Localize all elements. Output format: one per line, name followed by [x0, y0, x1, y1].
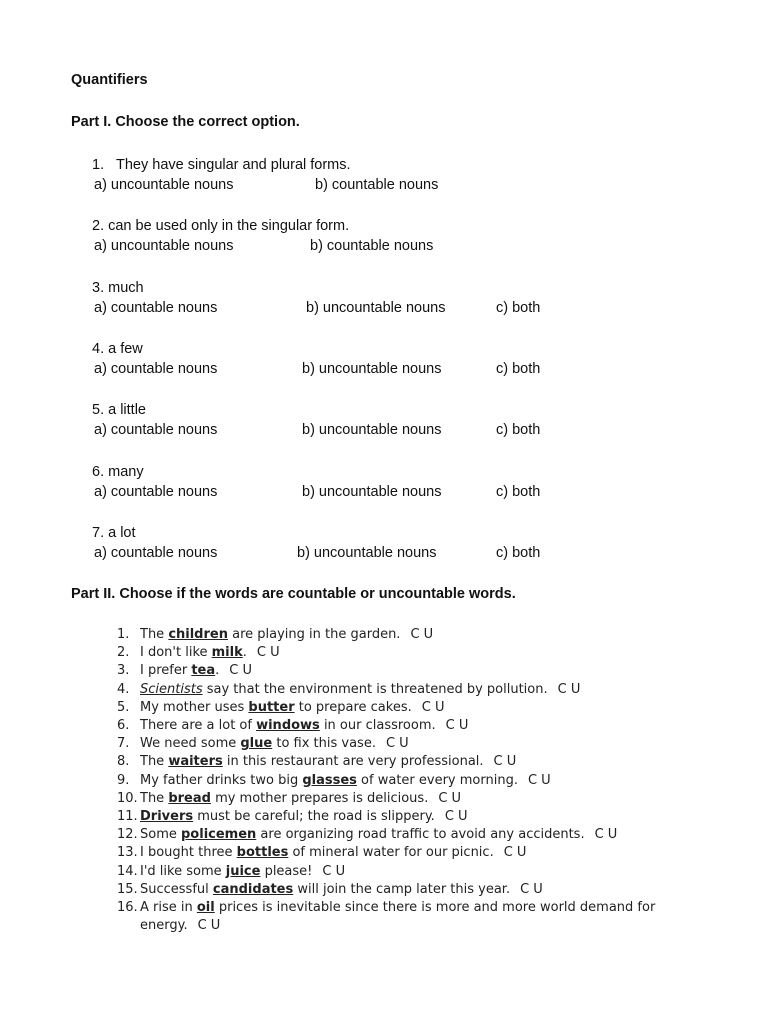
sentence-before: Successful — [140, 881, 213, 897]
question-2 — [92, 216, 434, 256]
option-a: a) countable nouns — [94, 545, 218, 561]
sentence-before: There are a lot of — [140, 718, 257, 734]
key-word: windows — [256, 718, 320, 734]
list-item — [117, 644, 677, 662]
item-number: 10. — [117, 790, 138, 806]
sentence-after: my mother prepares is delicious. — [210, 790, 429, 806]
sentence-before: I'd like some — [140, 863, 226, 879]
sentence-before: Some — [140, 827, 181, 843]
question-5 — [92, 400, 541, 440]
sentence-before: I bought three — [140, 845, 237, 861]
list-item — [117, 699, 677, 717]
option-b: b) countable nouns — [315, 177, 439, 193]
sentence-before: We need some — [140, 736, 241, 752]
choice-cu: C U — [385, 736, 409, 752]
list-item — [117, 681, 677, 699]
item-number: 8. — [117, 754, 130, 770]
choice-cu: C U — [438, 790, 462, 806]
sentence-after: must be careful; the road is slippery. — [193, 809, 435, 825]
option-c: c) both — [496, 545, 541, 561]
question-stem: 4. a few — [92, 341, 143, 357]
option-b: b) uncountable nouns — [306, 300, 446, 316]
item-number: 16. — [117, 900, 138, 916]
sentence-before: I don't like — [140, 645, 212, 661]
item-number: 1. — [117, 627, 130, 642]
option-a: a) countable nouns — [94, 300, 218, 316]
question-6 — [92, 462, 541, 502]
item-number: 6. — [117, 718, 130, 734]
key-word: candidates — [212, 881, 294, 897]
option-b: b) uncountable nouns — [297, 545, 437, 561]
key-word: policemen — [181, 827, 257, 843]
key-word: milk — [211, 645, 243, 661]
sentence-before: The — [140, 790, 169, 806]
list-item — [117, 753, 677, 771]
list-item — [117, 881, 677, 899]
list-item — [117, 790, 677, 808]
sentence-after: in our classroom. — [319, 718, 436, 734]
item-number: 4. — [117, 681, 130, 697]
option-c: c) both — [496, 484, 541, 500]
list-item — [117, 899, 677, 935]
choice-cu: C U — [229, 663, 253, 679]
option-a: a) countable nouns — [94, 422, 218, 438]
choice-cu: C U — [557, 681, 581, 697]
sentence-after: of water every morning. — [356, 772, 518, 788]
sentence-after: are organizing road traffic to avoid any accidents. — [256, 827, 585, 843]
key-word: tea — [191, 663, 216, 679]
sentence-before: My father drinks two big — [140, 772, 303, 788]
part2-list — [117, 626, 677, 935]
sentence-before: The — [140, 627, 169, 642]
list-item — [117, 826, 677, 844]
question-7 — [92, 523, 541, 563]
choice-cu: C U — [444, 809, 468, 825]
question-stem: 3. much — [92, 280, 144, 296]
item-number: 12. — [117, 827, 138, 843]
sentence-before: I prefer — [140, 663, 192, 679]
question-stem: 5. a little — [92, 402, 146, 418]
sentence-after: of mineral water for our picnic. — [288, 845, 494, 861]
option-b: b) uncountable nouns — [302, 484, 442, 500]
key-word: butter — [248, 699, 295, 715]
list-item — [117, 735, 677, 753]
item-number: 7. — [117, 736, 130, 752]
option-b: b) uncountable nouns — [302, 422, 442, 438]
option-b: b) uncountable nouns — [302, 361, 442, 377]
list-item — [117, 863, 677, 881]
key-word: Drivers — [140, 809, 194, 825]
key-word: oil — [196, 900, 215, 916]
item-number: 2. — [117, 645, 130, 661]
list-item — [117, 626, 677, 644]
question-stem: 6. many — [92, 464, 144, 480]
sentence-after: are playing in the garden. — [227, 627, 401, 642]
option-a: a) uncountable nouns — [94, 177, 234, 193]
part2-heading: Part II. Choose if the words are countable or uncountable words. — [71, 586, 516, 602]
key-word: waiters — [168, 754, 223, 770]
choice-cu: C U — [594, 827, 618, 843]
sentence-after: . — [242, 645, 247, 661]
sentence-after: say that the environment is threatened by pollution. — [202, 681, 548, 697]
question-4 — [92, 339, 541, 379]
sentence-after: . — [215, 663, 220, 679]
option-c: c) both — [496, 422, 541, 438]
item-number: 15. — [117, 881, 138, 897]
key-word: children — [168, 627, 228, 642]
list-item — [117, 662, 677, 680]
list-item — [117, 772, 677, 790]
choice-cu: C U — [256, 645, 280, 661]
key-word: glasses — [302, 772, 357, 788]
question-3 — [92, 278, 541, 318]
sentence-after: to fix this vase. — [272, 736, 376, 752]
sentence-before: My mother uses — [140, 699, 249, 715]
choice-cu: C U — [322, 863, 346, 879]
question-number: 1. — [92, 157, 105, 173]
sentence-after: in this restaurant are very professional. — [222, 754, 484, 770]
choice-cu: C U — [445, 718, 469, 734]
choice-cu: C U — [197, 918, 221, 934]
option-c: c) both — [496, 361, 541, 377]
sentence-after: will join the camp later this year. — [293, 881, 511, 897]
worksheet-title: Quantifiers — [71, 72, 148, 88]
key-word: juice — [225, 863, 261, 879]
choice-cu: C U — [527, 772, 551, 788]
sentence-after: prices is inevitable since there is more and more world demand for energy. — [140, 900, 656, 934]
part1-heading: Part I. Choose the correct option. — [71, 114, 300, 130]
sentence-before: A rise in — [140, 900, 197, 916]
list-item — [117, 844, 677, 862]
question-1 — [92, 155, 439, 195]
item-number: 9. — [117, 772, 130, 788]
list-item — [117, 808, 677, 826]
option-c: c) both — [496, 300, 541, 316]
option-a: a) countable nouns — [94, 361, 218, 377]
item-number: 11. — [117, 809, 138, 825]
option-a: a) uncountable nouns — [94, 238, 234, 254]
choice-cu: C U — [520, 881, 543, 897]
option-a: a) countable nouns — [94, 484, 218, 500]
question-stem: They have singular and plural forms. — [116, 157, 351, 173]
item-number: 14. — [117, 863, 138, 879]
choice-cu: C U — [503, 845, 527, 861]
choice-cu: C U — [421, 699, 445, 715]
item-number: 13. — [117, 845, 138, 861]
option-b: b) countable nouns — [310, 238, 434, 254]
choice-cu: C U — [410, 627, 434, 642]
sentence-before: The — [140, 754, 169, 770]
key-word: Scientists — [140, 681, 203, 697]
sentence-after: to prepare cakes. — [294, 699, 412, 715]
key-word: bottles — [236, 845, 289, 861]
key-word: bread — [168, 790, 211, 806]
list-item — [117, 717, 677, 735]
question-stem: 2. can be used only in the singular form. — [92, 218, 350, 234]
key-word: glue — [240, 736, 273, 752]
item-number: 3. — [117, 663, 130, 679]
choice-cu: C U — [493, 754, 517, 770]
question-stem: 7. a lot — [92, 525, 136, 541]
sentence-after: please! — [260, 863, 313, 879]
item-number: 5. — [117, 699, 130, 715]
